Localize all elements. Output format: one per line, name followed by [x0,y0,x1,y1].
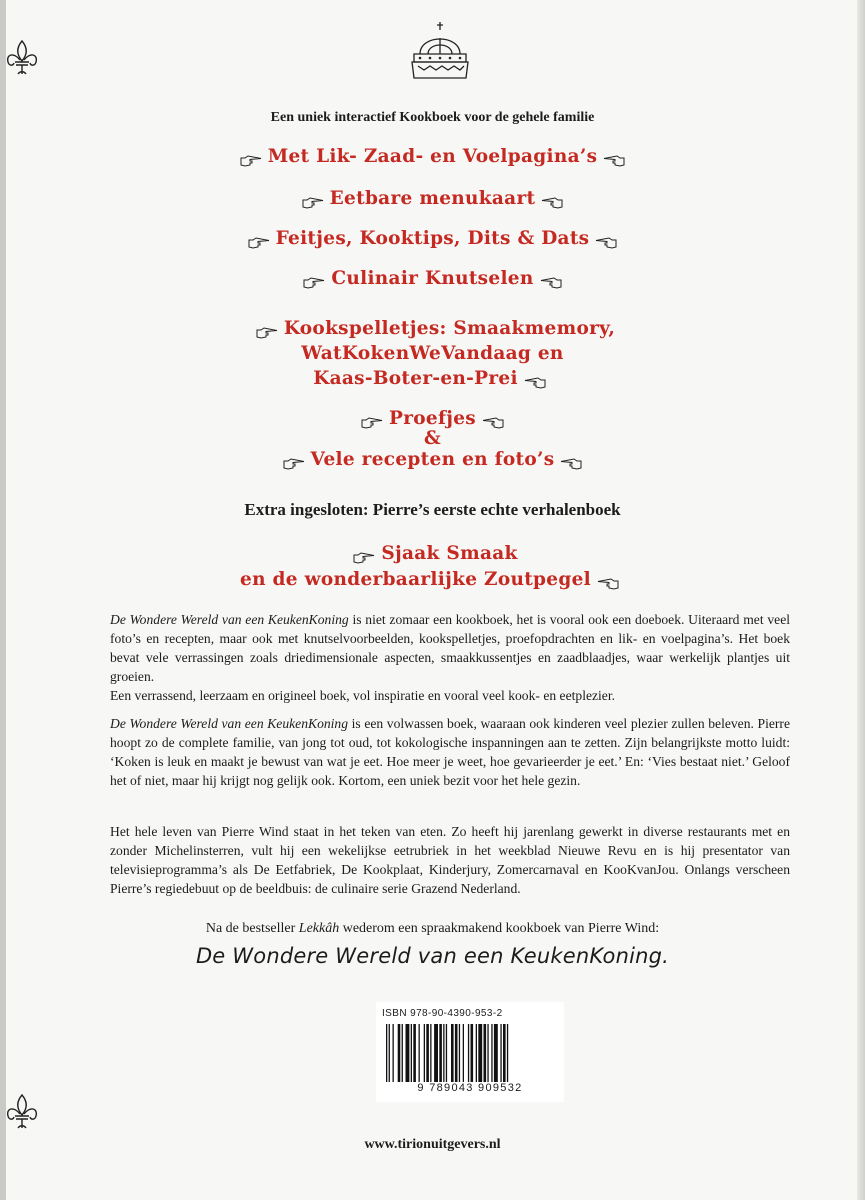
bestseller-text: wederom een spraakmakend kookboek van Pierre Wind: [339,921,660,936]
barcode-stripe [500,1024,501,1082]
extra-included-label: Extra ingesloten: Pierre’s eerste echte verhalenboek [244,500,621,519]
pointing-hand-icon [540,273,562,285]
barcode-stripe [411,1024,412,1082]
barcode-stripe [406,1024,410,1082]
publisher-website[interactable]: www.tirionuitgevers.nl [364,1137,501,1152]
feature-text: Proefjes [388,408,476,429]
barcode-stripe [402,1024,403,1082]
barcode-stripe [487,1024,488,1082]
feature-kookspelletjes-line3 [0,368,865,389]
barcode-stripe [459,1024,460,1082]
barcode-stripe [446,1024,447,1082]
bestseller-text: Na de bestseller [205,921,299,936]
feature-text: Vele recepten en foto’s [310,449,555,470]
pointing-hand-icon [303,273,325,285]
barcode-bars [382,1024,558,1082]
paragraph-text: Een verrassend, leerzaam en origineel boek, vol inspiratie en vooral veel kook- en eetplezier. [110,688,616,703]
pointing-hand-icon [240,151,262,163]
paragraph-family [110,714,790,790]
fleur-de-lis-icon [4,1092,40,1132]
barcode-stripe [476,1024,477,1082]
feature-text: Kaas-Boter-en-Prei [313,368,518,389]
barcode-stripe [494,1024,498,1082]
story-title-line1 [0,543,865,564]
feature-lik-zaad-voel [0,146,865,167]
pointing-hand-icon [482,413,504,425]
bestseller-line [0,921,865,937]
feature-kookspelletjes-line1 [0,318,865,339]
story-text: en de wonderbaarlijke Zoutpegel [240,569,591,590]
feature-proefjes [0,408,865,429]
book-title-large: De Wondere Wereld van een KeukenKoning. [195,944,670,968]
pointing-hand-icon [302,193,324,205]
paragraph-text: is een volwassen boek, waaraan ook kinderen veel plezier zullen beleven. Pierre hoopt zo de complete familie, van jong tot oud, tot kokologische inspanningen aan te zetten. Zijn belangrijkste motto luidt: ‘Koken is leuk en maakt je bewust van wat je eet. Hoe meer je weet, hoe gevarieerder je eet.’ En: ‘Vies bestaat niet.’ Geloof het of niet, maar hij krijgt nog gelijk ook. Kortom, een uniek bezit voor het hele gezin. [110,716,790,788]
paragraph-pierre-wind [110,822,790,898]
feature-text: Culinair Knutselen [331,268,534,289]
barcode-stripe [478,1024,482,1082]
feature-kookspelletjes-line2 [0,343,865,364]
feature-text: Eetbare menukaart [329,188,536,209]
book-title-inline: De Wondere Wereld van een KeukenKoning [110,716,349,731]
barcode-stripe [393,1024,394,1082]
barcode-stripe [491,1024,492,1082]
barcode-stripe [419,1024,420,1082]
pointing-hand-icon [524,373,546,385]
barcode [376,1002,564,1102]
pointing-hand-icon [283,454,305,466]
crown-icon [408,20,472,82]
feature-eetbare-menukaart [0,188,865,209]
cover-right-edge [857,0,865,1200]
feature-text: Met Lik- Zaad- en Voelpagina’s [267,146,598,167]
barcode-stripe [389,1024,390,1082]
pointing-hand-icon [256,323,278,335]
pointing-hand-icon [353,548,375,560]
feature-ampersand [0,428,865,449]
cover-left-edge [0,0,6,1200]
pointing-hand-icon [597,574,619,586]
feature-text: Feitjes, Kooktips, Dits & Dats [275,228,590,249]
pointing-hand-icon [603,151,625,163]
barcode-stripe [434,1024,438,1082]
isbn-number: ISBN 978-90-4390-953-2 [382,1008,503,1019]
feature-text: WatKokenWeVandaag en [301,343,564,364]
feature-vele-recepten [0,449,865,470]
pointing-hand-icon [361,413,383,425]
feature-culinair-knutselen [0,268,865,289]
barcode-stripe [451,1024,454,1082]
feature-text: & [423,428,441,449]
barcode-stripe [413,1024,416,1082]
barcode-stripe [503,1024,506,1082]
barcode-stripe [507,1024,508,1082]
pointing-hand-icon [560,454,582,466]
story-title-line2 [0,569,865,590]
barcode-stripe [484,1024,487,1082]
barcode-stripe [443,1024,444,1082]
story-text: Sjaak Smaak [381,543,518,564]
book-title-inline: De Wondere Wereld van een KeukenKoning [110,612,349,627]
feature-feitjes [0,228,865,249]
bestseller-title: Lekkâh [298,921,340,936]
barcode-stripe [398,1024,401,1082]
barcode-number: 9 789043 909532 [417,1082,523,1094]
barcode-stripe [455,1024,458,1082]
barcode-stripe [426,1024,429,1082]
pointing-hand-icon [248,233,270,245]
paragraph-text: Het hele leven van Pierre Wind staat in het teken van eten. Zo heeft hij jarenlang gewerkt in diverse restaurants met en zonder Michelinsterren, vult hij een wekelijkse eetrubriek in het weekblad Nieuwe Revu en is hij presentator van televisieprogramma’s als De Eetfabriek, De Kookplaat, Kinderjury, Zomercarnaval en KooKvanJou. Onlangs verscheen Pierre’s regiedebuut op de beeldbuis: de culinaire serie Grazend Nederland. [110,824,790,896]
subtitle: Een uniek interactief Kookboek voor de gehele familie [270,110,595,125]
paragraph-intro [110,610,790,705]
pointing-hand-icon [541,193,563,205]
barcode-stripe [386,1024,387,1082]
pointing-hand-icon [595,233,617,245]
barcode-stripe [424,1024,425,1082]
barcode-stripe [471,1024,474,1082]
fleur-de-lis-icon [4,38,40,78]
barcode-stripe [430,1024,431,1082]
barcode-stripe [439,1024,442,1082]
barcode-stripe [468,1024,469,1082]
barcode-stripe [463,1024,464,1082]
feature-text: Kookspelletjes: Smaakmemory, [283,318,616,339]
paragraph-text: is niet zomaar een kookboek, het is vooral ook een doeboek. Uiteraard met veel foto’s en recepten, maar ook met knutselvoorbeelden, kookspelletjes, proefopdrachten en lik- en voelpagina’s. Het boek bevat vele verrassingen zoals driedimensionale aspecten, smaakkussentjes en zaadblaadjes, waar werkelijk plantjes uit groeien. [110,612,791,684]
